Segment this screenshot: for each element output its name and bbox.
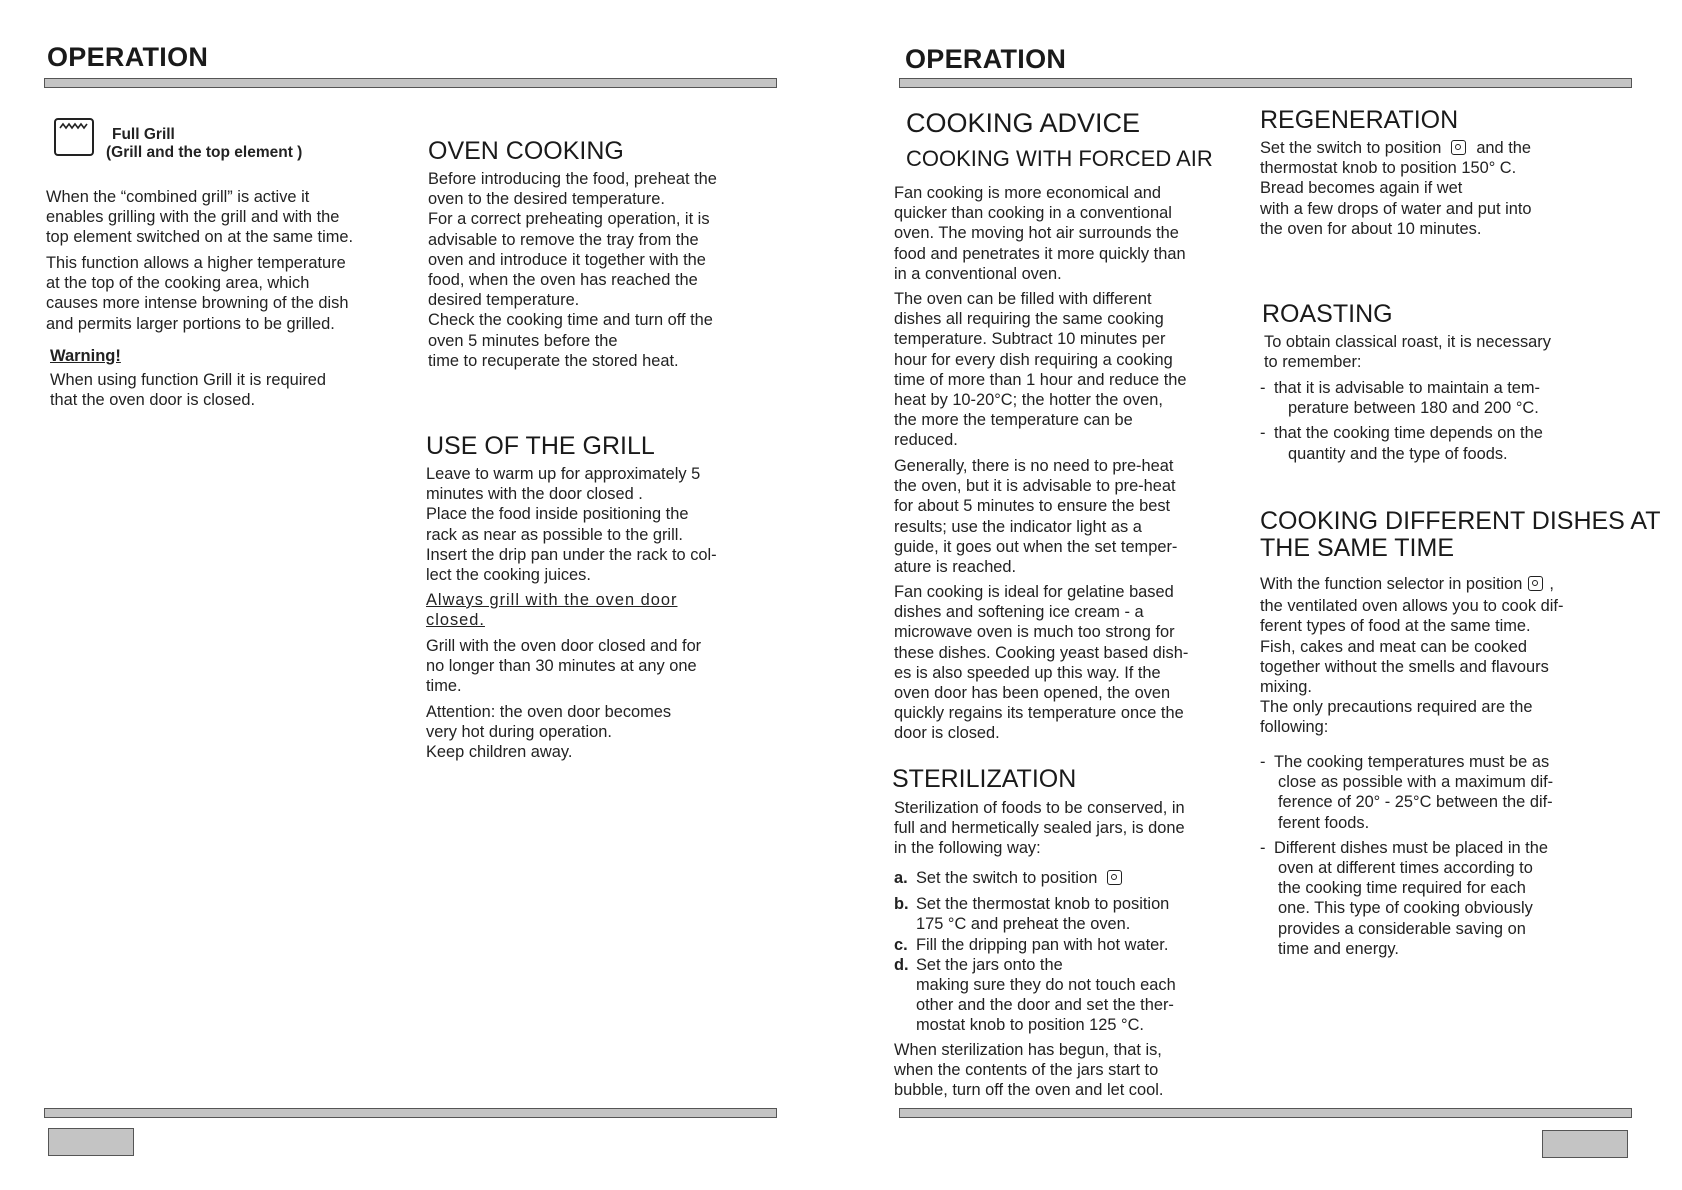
sterilization-step-a [894,868,1224,888]
sterilization-steps [894,868,1224,1036]
list-dash: - [1260,379,1266,397]
text-line: together without the smells and flavours [1260,657,1549,676]
text-line: quantity and the type of foods. [1288,444,1508,463]
text-line: Leave to warm up for approximately 5 [426,465,701,483]
step-label: d. [894,955,909,974]
list-dash: - [1260,424,1266,443]
text-line: food and penetrates it more quickly than [894,244,1186,263]
text-line: with a few drops of water and put into [1260,199,1532,218]
regeneration-text [1260,138,1590,239]
right-page-title: OPERATION [905,44,1067,74]
warning-text [50,370,390,410]
text-line: To obtain classical roast, it is necessary [1264,333,1551,351]
text-line: Set the thermostat knob to position [916,895,1170,914]
text-line: Before introducing the food, preheat the [428,170,717,188]
text-line: THE SAME TIME [1260,534,1455,562]
full-grill-label: Full Grill [112,126,175,143]
text-line: Keep children away. [426,743,573,762]
text-line: ference of 20° - 25°C between the dif- [1278,793,1553,812]
text-line: food, when the oven has reached the [428,271,698,290]
text-line: provides a considerable saving on [1278,919,1526,938]
text-line: one. This type of cooking obviously [1278,899,1533,918]
text-line: reduced. [894,431,958,450]
step-label: a. [894,869,908,887]
left-page-number-box [48,1128,134,1156]
text-line: full and hermetically sealed jars, is done [894,819,1185,838]
cooking-advice-paragraph-1 [894,183,1222,284]
text-line: desired temperature. [428,291,580,310]
cooking-advice-paragraph-2 [894,289,1222,451]
use-of-grill-paragraph-3 [426,702,752,763]
full-grill-paragraph-1 [46,187,390,248]
text-line: mostat knob to position 125 °C. [916,1016,1144,1035]
text-line: the oven, but it is advisable to pre-heat [894,477,1176,496]
roasting-item [1260,378,1590,418]
cooking-advice-heading: COOKING ADVICE [906,108,1141,138]
use-of-grill-paragraph-2 [426,636,752,697]
text-line: Set the jars onto the [916,955,1063,974]
text-line: very hot during operation. [426,723,612,742]
text-line: Place the food inside positioning the [426,505,689,524]
text-line: the ventilated oven allows you to cook dif- [1260,597,1564,616]
text-line: following: [1260,718,1329,737]
regeneration-line-1 [1260,138,1590,158]
step-label: c. [894,935,908,954]
text-line: that it is advisable to maintain a tem- [1274,379,1541,397]
text-line: the more the temperature can be [894,411,1133,430]
text-line: time and energy. [1278,939,1399,958]
text-line: oven door has been opened, the oven [894,684,1171,703]
text-line: Check the cooking time and turn off the [428,311,713,330]
different-dishes-item [1260,752,1590,833]
text-line: advisable to remove the tray from the [428,230,699,249]
roasting-intro [1264,332,1594,372]
text-line: This function allows a higher temperature [46,254,346,272]
sterilization-heading: STERILIZATION [892,765,1077,793]
cooking-advice-paragraph-3 [894,456,1222,577]
text-line: Attention: the oven door becomes [426,703,672,721]
text-line: Always grill with the oven door [426,591,678,609]
text-segment: With the function selector in position [1260,575,1523,593]
text-line: quickly regains its temperature once the [894,704,1184,723]
text-line: dishes all requiring the same cooking [894,310,1164,329]
text-line: oven and introduce it together with the [428,250,706,269]
text-line: rack as near as possible to the grill. [426,525,683,544]
text-line: to remember: [1264,353,1362,372]
cooking-advice-paragraph-4 [894,582,1222,744]
different-dishes-text [1260,574,1590,738]
text-line: ature is reached. [894,558,1017,577]
text-line: The cooking temperatures must be as [1274,753,1550,771]
left-footer-bar [44,1108,777,1118]
text-segment: and the [1476,139,1531,157]
text-line: es is also speeded up this way. If the [894,663,1161,682]
full-grill-paragraph-2 [46,253,390,334]
text-line: other and the door and set the ther- [916,996,1174,1015]
text-line: in the following way: [894,839,1041,858]
text-line: door is closed. [894,724,1000,743]
sterilization-step-b [894,894,1224,934]
text-line: Sterilization of foods to be conserved, in [894,799,1185,817]
use-of-grill-heading: USE OF THE GRILL [426,432,655,460]
text-line: temperature. Subtract 10 minutes per [894,330,1166,349]
sterilization-outro [894,1040,1222,1101]
text-line: that the cooking time depends on the [1274,424,1543,443]
text-line: time. [426,677,462,696]
text-line: no longer than 30 minutes at any one [426,657,697,676]
use-of-grill-paragraph-1 [426,464,752,585]
text-line: When using function Grill it is required [50,371,327,389]
text-segment: Set the switch to position [1260,139,1442,157]
text-line: time of more than 1 hour and reduce the [894,370,1187,389]
text-line: results; use the indicator light as a [894,517,1142,536]
text-line: perature between 180 and 200 °C. [1288,399,1539,418]
sterilization-intro [894,798,1222,859]
warning-title: Warning! [50,347,121,365]
text-line: that the oven door is closed. [50,391,256,410]
text-line: at the top of the cooking area, which [46,274,310,293]
text-line: Different dishes must be placed in the [1274,838,1548,857]
text-line: quicker than cooking in a conventional [894,204,1172,223]
text-line: enables grilling with the grill and with the [46,208,340,227]
right-header-bar [899,78,1632,88]
text-line: the oven for about 10 minutes. [1260,219,1482,238]
text-line: ferent types of food at the same time. [1260,617,1531,636]
text-line: For a correct preheating operation, it is [428,210,710,229]
text-line: in a conventional oven. [894,264,1062,283]
oven-cooking-heading: OVEN COOKING [428,137,624,165]
text-line: thermostat knob to position 150° C. [1260,159,1517,178]
text-line: oven at different times according to [1278,859,1533,878]
text-line: Fish, cakes and meat can be cooked [1260,637,1527,656]
text-line: When sterilization has begun, that is, [894,1041,1162,1059]
text-line: and permits larger portions to be grilled. [46,314,335,333]
text-line: heat by 10-20°C; the hotter the oven, [894,391,1163,410]
forced-air-subheading: COOKING WITH FORCED AIR [906,146,1213,171]
text-line: Fill the dripping pan with hot water. [916,935,1169,954]
text-line: The only precautions required are the [1260,698,1533,717]
text-line: oven to the desired temperature. [428,190,665,209]
text-line: for about 5 minutes to ensure the best [894,497,1171,516]
regeneration-heading: REGENERATION [1260,106,1459,134]
text-line: bubble, turn off the oven and let cool. [894,1081,1164,1100]
roasting-item [1260,423,1590,463]
sterilization-step-c [894,935,1224,955]
text-line: When the “combined grill” is active it [46,188,310,206]
use-of-grill-warning [426,590,756,630]
list-dash: - [1260,838,1266,857]
text-line: Bread becomes again if wet [1260,179,1463,198]
roasting-heading: ROASTING [1262,300,1393,328]
text-line: Generally, there is no need to pre-heat [894,457,1174,475]
text-line: closed. [426,611,485,630]
text-line: Fan cooking is more economical and [894,184,1161,202]
different-dishes-item [1260,838,1590,959]
text-line: guide, it goes out when the set temper- [894,537,1178,556]
sterilization-step-d [894,955,1224,1036]
text-line: Grill with the oven door closed and for [426,637,702,655]
text-line: the cooking time required for each [1278,879,1526,898]
text-line: these dishes. Cooking yeast based dish- [894,643,1189,662]
text-line: hour for every dish requiring a cooking [894,350,1173,369]
text-line: dishes and softening ice cream - a [894,603,1144,622]
text-line: time to recuperate the stored heat. [428,351,679,370]
right-page-number-box [1542,1130,1628,1158]
full-grill-oven-icon [54,118,94,156]
text-line: making sure they do not touch each [916,976,1176,995]
right-footer-bar [899,1108,1632,1118]
text-line: ferent foods. [1278,813,1370,832]
different-dishes-list [1260,752,1590,959]
different-dishes-line-1 [1260,574,1590,594]
text-line: lect the cooking juices. [426,566,591,585]
roasting-list [1260,378,1590,464]
text-line: microwave oven is much too strong for [894,623,1175,642]
text-line: oven. The moving hot air surrounds the [894,224,1179,243]
text-line: minutes with the door closed . [426,485,643,504]
text-line: 175 °C and preheat the oven. [916,915,1131,934]
oven-cooking-text [428,169,750,371]
text-line: oven 5 minutes before the [428,331,618,350]
text-line: top element switched on at the same time. [46,228,354,247]
text-line: Set the switch to position [916,869,1098,887]
text-line: mixing. [1260,678,1312,697]
fan-oven-icon [1451,140,1466,155]
step-label: b. [894,895,909,914]
fan-oven-icon [1528,576,1543,591]
full-grill-sublabel: (Grill and the top element ) [106,144,303,161]
text-line: when the contents of the jars start to [894,1061,1159,1080]
list-dash: - [1260,753,1266,771]
different-dishes-heading [1260,508,1661,562]
text-line: The oven can be filled with different [894,290,1152,308]
left-page-title: OPERATION [47,42,209,72]
left-header-bar [44,78,777,88]
text-line: causes more intense browning of the dish [46,294,349,313]
text-segment: , [1549,575,1554,593]
text-line: Insert the drip pan under the rack to col- [426,545,717,564]
text-line: COOKING DIFFERENT DISHES AT [1260,507,1661,535]
text-line: close as possible with a maximum dif- [1278,773,1554,792]
fan-oven-icon [1107,870,1122,885]
text-line: Fan cooking is ideal for gelatine based [894,583,1174,601]
